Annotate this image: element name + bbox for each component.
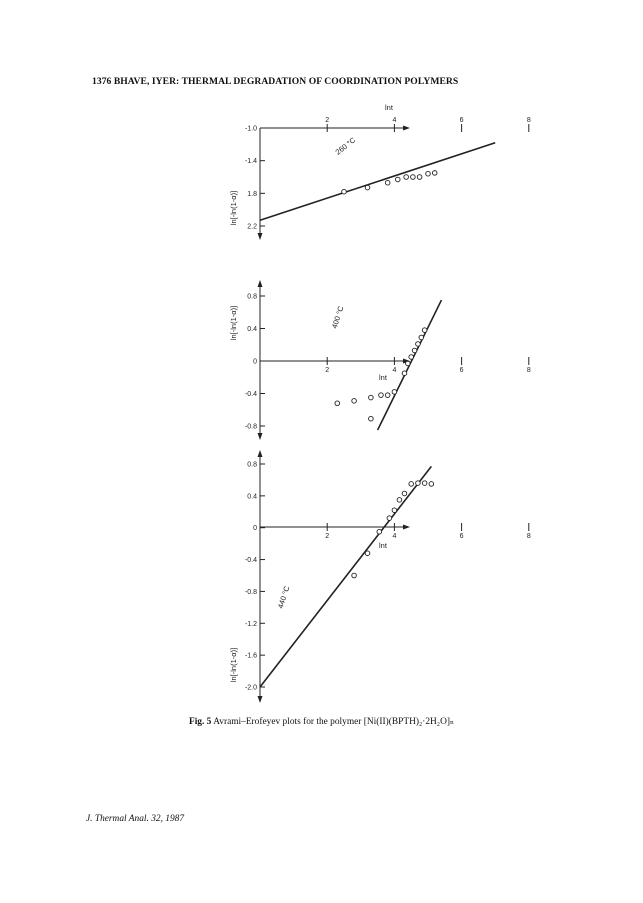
y-tick-label: 0.4 [247,493,257,501]
x-tick-label: 4 [392,367,397,374]
y-tick-label: -0.4 [244,391,257,398]
y-tick-label: 0.4 [247,326,257,333]
data-point [387,516,392,521]
y-axis-arrow-up [258,450,263,457]
fit-line [260,466,431,687]
y-tick-label: -1.6 [244,652,257,660]
data-point [411,175,416,180]
journal-footer: J. Thermal Anal. 32, 1987 [86,814,185,824]
x-tick-label: 6 [459,367,464,374]
y-axis-arrow-down [258,433,263,440]
x-axis-title: lnt [379,373,387,382]
data-point [417,175,422,180]
data-point [369,395,374,400]
data-point [397,498,402,503]
figure-caption [0,716,643,727]
data-point [422,481,427,486]
data-point [352,399,357,404]
x-tick-label: 6 [459,117,464,124]
data-point [429,482,434,487]
running-head: 1376 BHAVE, IYER: THERMAL DEGRADATION OF COORDINATION POLYMERS [92,76,459,87]
y-axis-arrow-down [258,696,263,703]
data-point [385,393,390,398]
x-tick-label: 8 [526,117,531,124]
x-tick-label: 6 [459,533,464,540]
data-point [377,529,382,534]
y-tick-label: 0.8 [247,461,257,469]
y-tick-label: -0.4 [244,557,257,565]
data-point [392,508,397,513]
y-tick-label: -1.4 [244,158,257,166]
x-axis-arrow [403,126,410,131]
y-tick-label: -0.8 [244,588,257,596]
y-tick-label: 2.2 [247,223,257,231]
data-point [335,401,340,406]
y-tick-label: -2.0 [244,684,257,692]
y-tick-label: 0 [253,358,257,366]
x-tick-label: 2 [325,367,330,374]
temperature-label: 440 °C [275,584,292,610]
data-point [412,348,417,353]
x-tick-label: 4 [392,117,397,124]
data-point [402,491,407,496]
panel-260 [229,103,531,240]
data-point [409,355,414,360]
x-tick-label: 2 [325,117,330,124]
y-axis-title: ln[-ln(1-α)] [229,647,238,683]
data-point [409,482,414,487]
x-axis-title: lnt [385,103,393,112]
data-point [369,416,374,421]
panel-440 [229,450,531,703]
caption-label: Fig. 5 [188,717,212,727]
x-tick-label: 2 [325,533,330,540]
x-tick-label: 8 [526,367,531,374]
fit-line [260,143,495,221]
caption-text: Avrami–Erofeyev plots for the polymer [Ni(II)(BPTH)₂·2H₂O]ₙ [211,717,455,727]
data-point [352,573,357,578]
y-axis-title: ln[-ln(1-α)] [229,305,238,341]
y-axis-arrow-up [258,280,263,287]
panel-400 [229,280,531,440]
x-axis-title: lnt [379,541,387,550]
y-tick-label: 1.8 [247,190,257,198]
data-point [342,189,347,194]
data-point [432,171,437,176]
data-point [426,171,431,176]
data-point [422,328,427,333]
data-point [365,551,370,556]
y-axis-title: ln[-ln(1-α)] [229,190,238,226]
data-point [385,180,390,185]
y-tick-label: 0 [253,525,257,533]
x-tick-label: 8 [526,533,531,540]
y-axis-arrow-down [258,233,263,240]
data-point [392,390,397,395]
data-point [379,393,384,398]
data-point [404,175,409,180]
data-point [419,335,424,340]
y-tick-label: -1.2 [244,620,257,628]
temperature-label: 400 °C [329,304,346,330]
y-tick-label: 0.8 [247,293,257,301]
temperature-label: 260 °C [333,135,358,157]
x-axis-arrow [403,525,410,530]
x-tick-label: 4 [392,533,397,540]
data-point [416,481,421,486]
data-point [365,185,370,190]
data-point [395,177,400,182]
data-point [402,371,407,376]
y-tick-label: -0.8 [244,423,257,431]
data-point [416,342,421,347]
y-tick-label: -1.0 [244,125,257,133]
data-point [406,361,411,366]
